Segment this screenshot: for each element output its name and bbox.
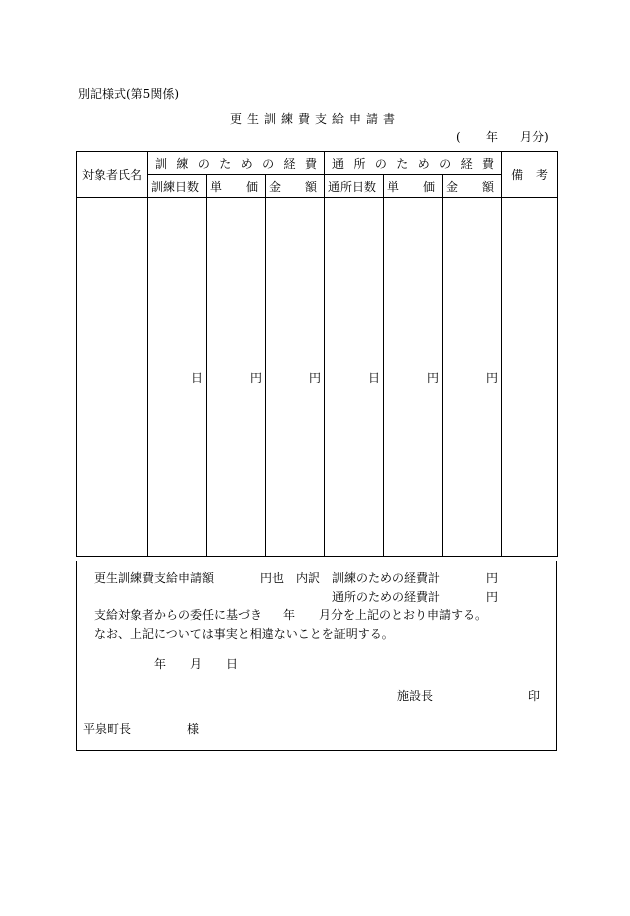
mayor-label: 平泉町長	[83, 722, 132, 736]
commute-total-yen: 円	[486, 590, 499, 604]
commute-group-char-8: 費	[481, 156, 494, 171]
date-month: 月	[190, 657, 203, 671]
commute-unit-price-header	[384, 175, 443, 198]
breakdown-label: 内訳	[296, 571, 321, 585]
commute-group-char-1: 通	[332, 156, 345, 171]
expense-table	[76, 151, 558, 557]
training-total-yen: 円	[486, 571, 499, 585]
training-total-label: 訓練のための経費計	[332, 571, 441, 585]
period-open: (	[456, 130, 461, 144]
facility-head-label: 施設長	[397, 689, 434, 703]
training-unit-price-cell[interactable]: 円	[207, 198, 266, 557]
commute-group-char-5: め	[417, 156, 430, 171]
commute-unit-price-cell[interactable]: 円	[384, 198, 443, 557]
delegation-text-2: 月分を上記のとおり申請する。	[319, 608, 488, 622]
form-label: 別記様式(第5関係)	[78, 87, 179, 101]
training-amount-header	[266, 175, 325, 198]
unit-price-char-2: 価	[245, 179, 258, 194]
mayor-honorific: 様	[187, 722, 200, 736]
name-cell[interactable]	[77, 198, 148, 557]
period-field	[456, 131, 556, 145]
commute-group-char-4: た	[396, 156, 409, 171]
training-group-char-7: 経	[283, 156, 296, 171]
applied-amount-label: 更生訓練費支給申請額	[94, 571, 215, 585]
training-group-char-1: 訓	[155, 156, 168, 171]
training-days-header: 訓練日数	[148, 175, 207, 198]
amount-char-2: 額	[482, 179, 495, 194]
training-group-char-6: の	[262, 156, 275, 171]
unit-price-char-2: 価	[423, 179, 436, 194]
delegation-text-1: 支給対象者からの委任に基づき	[94, 608, 263, 622]
remarks-cell[interactable]	[502, 198, 558, 557]
commute-days-cell[interactable]: 日	[325, 198, 384, 557]
name-header: 対象者氏名	[77, 152, 148, 198]
amount-char-1: 金	[446, 179, 459, 194]
application-footer	[76, 561, 557, 751]
commute-total-label: 通所のための経費計	[332, 590, 441, 604]
training-unit-price-header	[207, 175, 266, 198]
commute-group-char-6: の	[439, 156, 452, 171]
unit-price-char-1: 単	[387, 179, 400, 194]
training-group-char-8: 費	[304, 156, 317, 171]
training-group-char-2: 練	[176, 156, 189, 171]
commute-amount-header	[443, 175, 502, 198]
delegation-year: 年	[283, 608, 296, 622]
seal-mark: 印	[528, 689, 541, 703]
unit-price-char-1: 単	[210, 179, 223, 194]
training-group-char-5: め	[240, 156, 253, 171]
date-day: 日	[226, 657, 239, 671]
training-group-char-4: た	[219, 156, 232, 171]
certify-text: なお、上記については事実と相違ないことを証明する。	[94, 627, 394, 641]
training-amount-cell[interactable]: 円	[266, 198, 325, 557]
remarks-char-1: 備	[511, 168, 524, 182]
training-days-cell[interactable]: 日	[148, 198, 207, 557]
training-group-char-3: の	[197, 156, 210, 171]
commute-group-char-2: 所	[353, 156, 366, 171]
commute-amount-cell[interactable]: 円	[443, 198, 502, 557]
remarks-char-2: 考	[536, 168, 549, 182]
applied-amount-yen: 円也	[260, 571, 285, 585]
remarks-header	[502, 152, 558, 198]
commute-group-char-3: の	[374, 156, 387, 171]
amount-char-2: 額	[305, 179, 318, 194]
period-year: 年	[486, 130, 499, 144]
training-expense-header	[148, 152, 325, 175]
commute-expense-header	[325, 152, 502, 175]
commute-group-char-7: 経	[460, 156, 473, 171]
amount-char-1: 金	[269, 179, 282, 194]
date-year: 年	[154, 657, 167, 671]
document-title: 更生訓練費支給申請書	[229, 112, 400, 126]
commute-days-header: 通所日数	[325, 175, 384, 198]
period-month: 月分)	[520, 130, 549, 144]
